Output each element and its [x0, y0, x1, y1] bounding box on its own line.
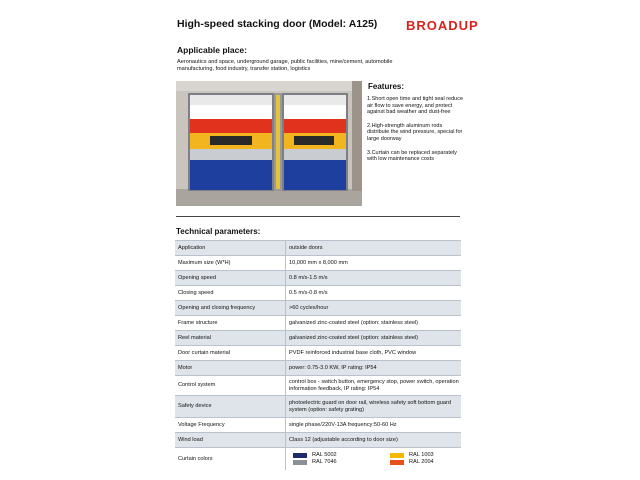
color-swatch: [293, 453, 307, 458]
param-value: 0.8 m/s-1.5 m/s: [286, 271, 462, 286]
param-value: control box - switch button, emergency stop, power switch, operation information feedback, IP rating: IP54: [286, 376, 462, 396]
param-label: Closing speed: [175, 286, 286, 301]
applicable-heading: Applicable place:: [177, 45, 247, 55]
param-label: Maximum size (W*H): [175, 256, 286, 271]
param-value: power: 0.75-3.0 KW, IP rating: IP54: [286, 361, 462, 376]
param-value: photoelectric guard on door rail, wireless safety soft bottom guard system (option: safety grating): [286, 396, 462, 418]
color-name: RAL 7046: [312, 459, 337, 466]
brand-logo: BROADUP: [406, 18, 479, 33]
param-value: single phase/220V-13A frequency:50-60 Hz: [286, 418, 462, 433]
table-row: [175, 331, 461, 346]
param-label: Control system: [175, 376, 286, 396]
feature-item: 1.Short open time and tight seal reduce air flow to save energy, and protect against bad weather and dust-free: [367, 96, 464, 116]
param-label: Application: [175, 241, 286, 256]
param-label: Reel material: [175, 331, 286, 346]
color-name: RAL 2004: [409, 459, 434, 466]
color-swatch: [390, 453, 404, 458]
param-label: Wind load: [175, 433, 286, 448]
door-photo: [176, 81, 362, 206]
param-label: Motor: [175, 361, 286, 376]
param-label: Safety device: [175, 396, 286, 418]
param-value: 0.5 m/s-0.8 m/s: [286, 286, 462, 301]
param-value: PVDF reinforced industrial base cloth, PVC window: [286, 346, 462, 361]
param-value: galvanized zinc-coated steel (option: stainless steel): [286, 331, 462, 346]
param-value: 10,000 mm x 8,000 mm: [286, 256, 462, 271]
table-row: [175, 241, 461, 256]
table-row: [175, 271, 461, 286]
curtain-colors: [286, 448, 462, 470]
table-row: [175, 396, 461, 418]
table-row: [175, 433, 461, 448]
table-row: [175, 346, 461, 361]
technical-heading: Technical parameters:: [176, 227, 261, 236]
param-value: outside doors: [286, 241, 462, 256]
divider: [176, 216, 460, 217]
table-row: [175, 286, 461, 301]
door-photo-illustration: [176, 81, 362, 206]
page-title: High-speed stacking door (Model: A125): [177, 18, 378, 30]
feature-item: 2.High-strength aluminum rods distribute the wind pressure, special for large doorway: [367, 122, 463, 142]
param-label: Curtain colors: [175, 448, 286, 470]
color-swatch: [390, 460, 404, 465]
features-heading: Features:: [368, 82, 405, 91]
table-row: [175, 448, 461, 470]
technical-table: [175, 240, 461, 470]
color-name: RAL 1003: [409, 451, 434, 458]
table-row: [175, 376, 461, 396]
feature-item: 3.Curtain can be replaced separately with low maintenance costs: [367, 149, 457, 163]
table-row: [175, 418, 461, 433]
param-value: Class 12 (adjustable according to door size): [286, 433, 462, 448]
table-row: [175, 301, 461, 316]
applicable-text: Aeronautics and space, underground garage, public facilities, mine/cement, automobile manufacturing, food industry, transfer station, logistics: [177, 59, 393, 72]
param-label: Frame structure: [175, 316, 286, 331]
param-label: Opening and closing frequency: [175, 301, 286, 316]
table-row: [175, 316, 461, 331]
table-row: [175, 361, 461, 376]
color-name: RAL 5002: [312, 451, 337, 458]
param-label: Opening speed: [175, 271, 286, 286]
param-label: Voltage Frequency: [175, 418, 286, 433]
param-label: Door curtain material: [175, 346, 286, 361]
features-list: [367, 96, 463, 170]
param-value: galvanized zinc-coated steel (option: stainless steel): [286, 316, 462, 331]
color-swatch: [293, 460, 307, 465]
param-value: >60 cycles/hour: [286, 301, 462, 316]
table-row: [175, 256, 461, 271]
